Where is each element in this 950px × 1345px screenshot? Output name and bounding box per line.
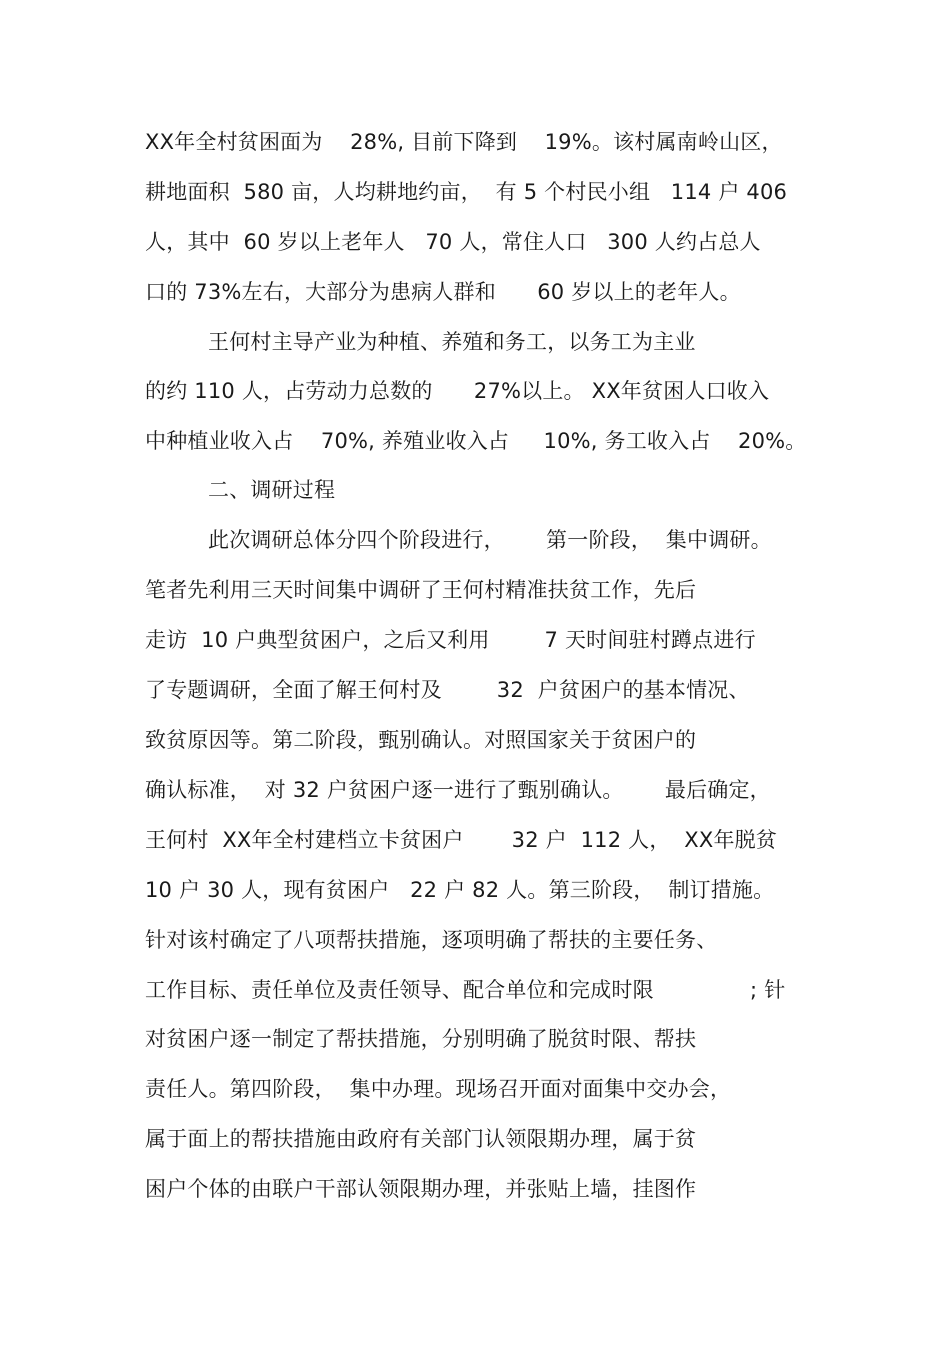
text-line: 了专题调研，全面了解王何村及 32 户贫困户的基本情况、 (145, 678, 750, 702)
text-line: 致贫原因等。第二阶段，甄别确认。对照国家关于贫困户的 (145, 728, 697, 752)
text-line: 人，其中 60 岁以上老年人 70 人，常住人口 300 人约占总人 (145, 230, 761, 254)
text-line: 属于面上的帮扶措施由政府有关部门认领限期办理，属于贫 (145, 1127, 697, 1151)
text-line: 口的 73%左右，大部分为患病人群和 60 岁以上的老年人。 (145, 280, 741, 304)
text-line: XX年全村贫困面为 28%, 目前下降到 19%。该村属南岭山区， (145, 130, 783, 154)
text-line: 走访 10 户典型贫困户，之后又利用 7 天时间驻村蹲点进行 (145, 628, 756, 652)
text-line: 王何村主导产业为种植、养殖和务工，以务工为主业 (208, 330, 696, 354)
text-line: 此次调研总体分四个阶段进行， 第一阶段， 集中调研。 (208, 528, 772, 552)
text-line: 责任人。第四阶段， 集中办理。现场召开面对面集中交办会， (145, 1077, 732, 1101)
text-line: 的约 110 人，占劳动力总数的 27%以上。 XX年贫困人口收入 (145, 379, 770, 403)
text-line: 王何村 XX年全村建档立卡贫困户 32 户 112 人， XX年脱贫 (145, 828, 778, 852)
text-line: 中种植业收入占 70%, 养殖业收入占 10%, 务工收入占 20%。 (145, 429, 807, 453)
text-line: 10 户 30 人，现有贫困户 22 户 82 人。第三阶段， 制订措施。 (145, 878, 775, 902)
text-line: 对贫困户逐一制定了帮扶措施，分别明确了脱贫时限、帮扶 (145, 1027, 697, 1051)
text-line: 针对该村确定了八项帮扶措施，逐项明确了帮扶的主要任务、 (145, 928, 718, 952)
text-line: 确认标准， 对 32 户贫困户逐一进行了甄别确认。 最后确定， (145, 778, 771, 802)
text-line: 耕地面积 580 亩，人均耕地约亩， 有 5 个村民小组 114 户 406 (145, 180, 788, 204)
text-line: 困户个体的由联户干部认领限期办理，并张贴上墙，挂图作 (145, 1177, 697, 1201)
text-line: 工作目标、责任单位及责任领导、配合单位和完成时限 ; 针 (145, 978, 786, 1002)
section-heading: 二、调研过程 (208, 478, 336, 502)
text-line: 笔者先利用三天时间集中调研了王何村精准扶贫工作，先后 (145, 578, 697, 602)
